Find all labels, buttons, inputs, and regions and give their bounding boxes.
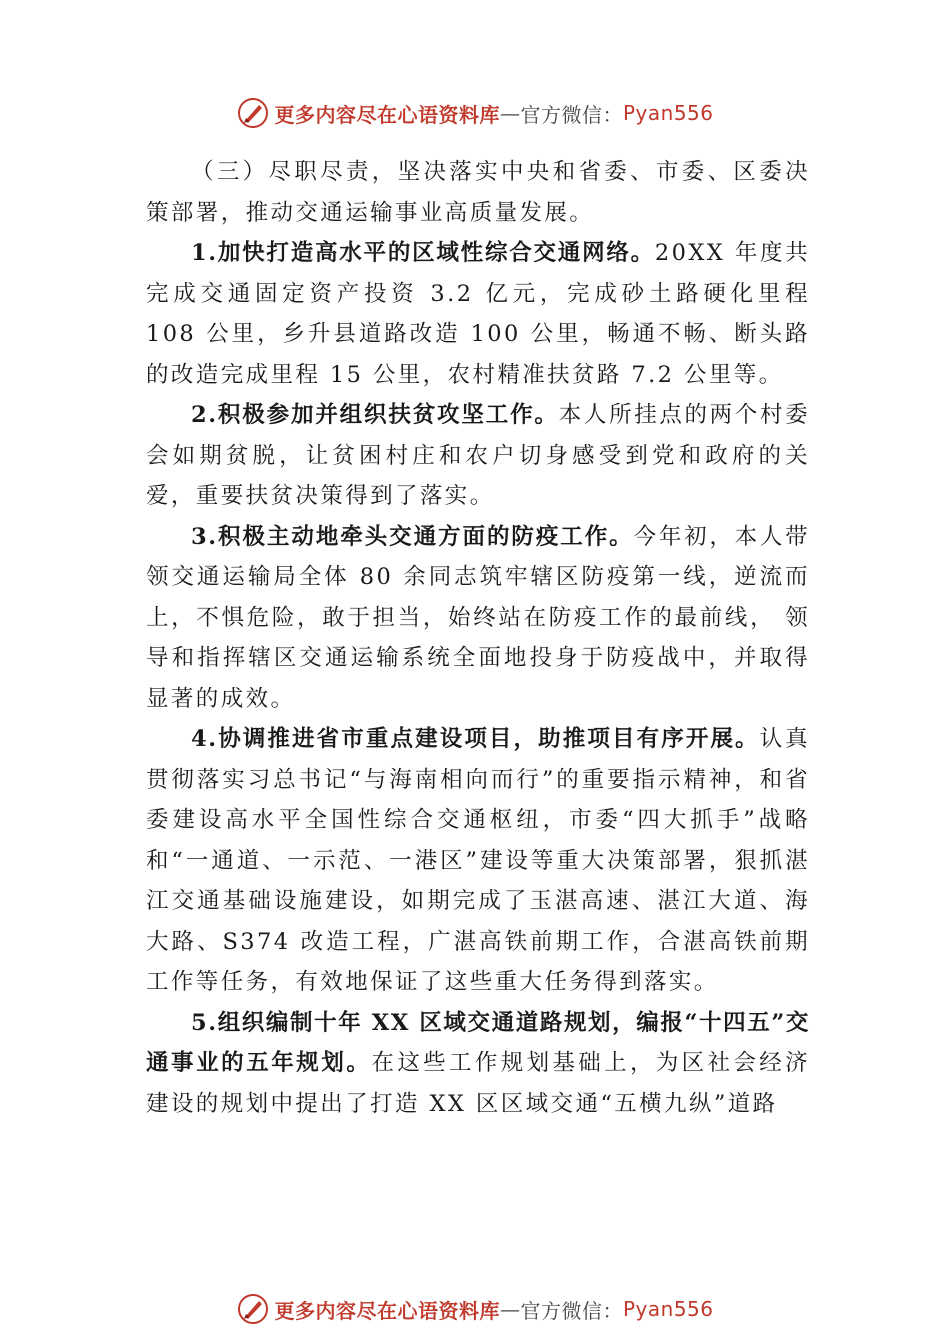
paragraph-text: （三）尽职尽责，坚决落实中央和省委、市委、区委决策部署，推动交通运输事业高质量发展。 (146, 159, 810, 226)
paragraph (146, 152, 810, 233)
paragraph-text: 在这些工作规划基础上，为区社会经济建设的规划中提出了打造 XX 区区域交通“五横九纵”道路 (146, 1050, 810, 1117)
watermark-header (0, 96, 950, 130)
watermark-separator: — (499, 101, 521, 125)
paragraph-lead: 4.协调推进省市重点建设项目，助推项目有序开展。 (191, 726, 760, 752)
watermark-footer (0, 1292, 950, 1326)
paragraph-text: 20XX 年度共完成交通固定资产投资 3.2 亿元，完成砂土路硬化里程 108 公里，乡升县道路改造 100 公里，畅通不畅、断头路的改造完成里程 15 公里，农村精准扶贫路 7.2 公里等。 (146, 240, 810, 388)
paragraph (146, 719, 810, 1003)
pen-logo-icon (236, 1292, 270, 1326)
watermark-separator: — (499, 1297, 521, 1321)
paragraph-text: 今年初，本人带领交通运输局全体 80 余同志筑牢辖区防疫第一线，逆流而上，不惧危险，敢于担当，始终站在防疫工作的最前线， 领导和指挥辖区交通运输系统全面地投身于防疫战中，并取得显著的成效。 (146, 523, 810, 712)
paragraph-lead: 1.加快打造高水平的区域性综合交通网络。 (191, 240, 655, 266)
watermark-wechat-id: Pyan556 (622, 101, 714, 125)
watermark-wechat-id: Pyan556 (622, 1297, 714, 1321)
paragraph (146, 395, 810, 517)
watermark-wechat-label: 官方微信： (520, 102, 623, 127)
paragraph (146, 517, 810, 720)
paragraph-lead: 2.积极参加并组织扶贫攻坚工作。 (191, 402, 559, 428)
watermark-wechat-label: 官方微信： (520, 1298, 623, 1323)
paragraph-lead: 3.积极主动地牵头交通方面的防疫工作。 (191, 523, 634, 550)
pen-logo-icon (236, 96, 270, 130)
paragraph (146, 1003, 810, 1125)
document-body (146, 152, 810, 1124)
watermark-main-text: 更多内容尽在心语资料库 (274, 102, 500, 127)
watermark-main-text: 更多内容尽在心语资料库 (274, 1298, 500, 1323)
paragraph (146, 233, 810, 395)
paragraph-lead: 5.组织编制十年 XX 区域交通道路规划，编报“十四五”交通事业的五年规划。 (146, 1009, 810, 1076)
paragraph-text: 本人所挂点的两个村委会如期贫脱，让贫困村庄和农户切身感受到党和政府的关爱，重要扶贫决策得到了落实。 (146, 402, 810, 509)
paragraph-text: 认真贯彻落实习总书记“与海南相向而行”的重要指示精神，和省委建设高水平全国性综合交通枢纽，市委“四大抓手”战略和“一通道、一示范、一港区”建设等重大决策部署，狠抓湛江交通基础设施建设，如期完成了玉湛高速、湛江大道、海大路、S374 改造工程，广湛高铁前期工作，合湛高铁前期工作等任务，有效地保证了这些重大任务得到落实。 (146, 726, 811, 995)
